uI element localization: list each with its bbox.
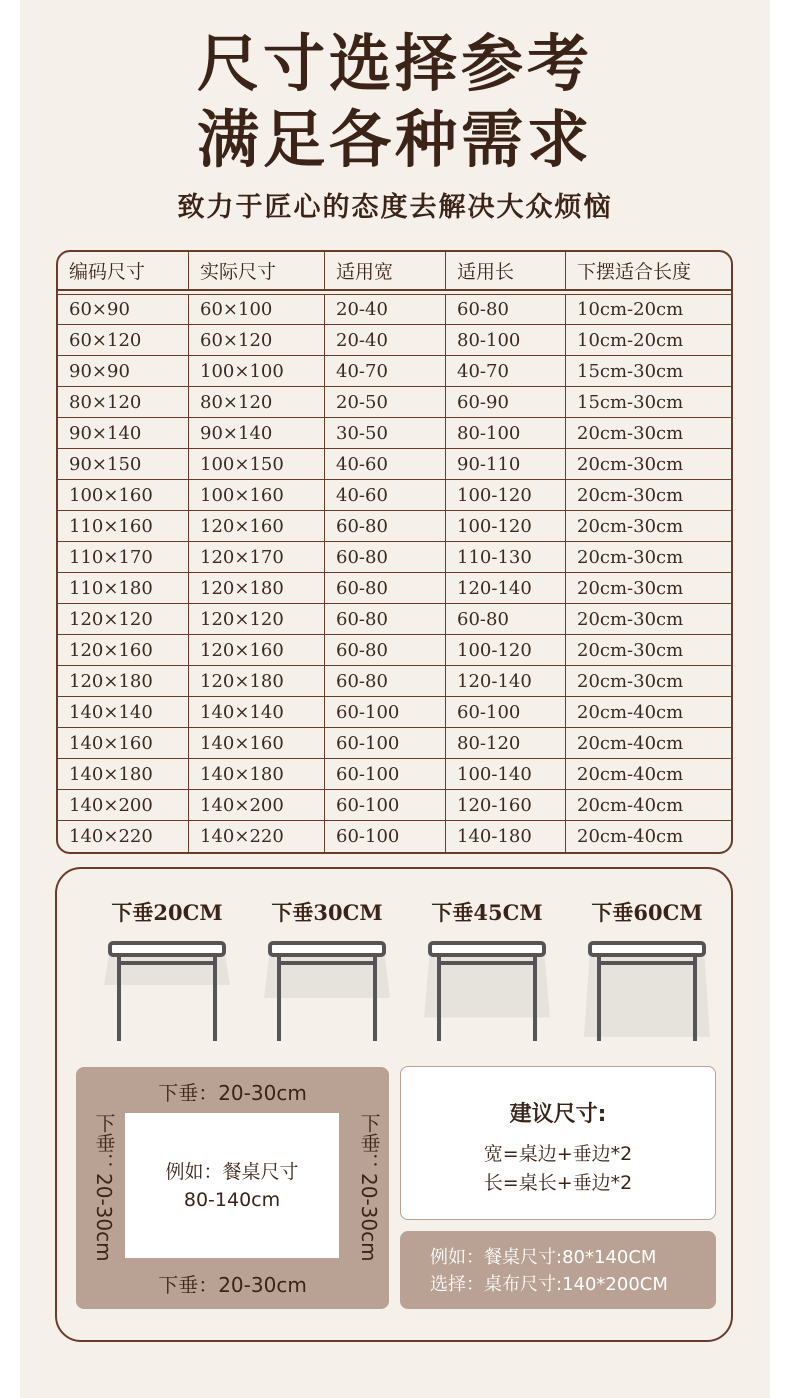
suggested-size-box	[400, 1066, 716, 1220]
cell-actual-size: 120×120	[189, 604, 325, 634]
cell-actual-size: 140×220	[189, 821, 325, 852]
cell-hem-length: 20cm-30cm	[577, 577, 684, 599]
cell-actual-size: 140×140	[189, 697, 325, 727]
cell-fit-length: 100-120	[446, 511, 566, 541]
cell-fit-length: 100-140	[446, 759, 566, 789]
cell-hem-length: 20cm-30cm	[577, 670, 684, 692]
cell-fit-length: 110-130	[446, 542, 566, 572]
cell-actual-size: 140×160	[189, 728, 325, 758]
cell-code-size: 120×120	[58, 604, 189, 634]
cell-hem-length: 20cm-40cm	[577, 701, 684, 723]
table-row	[58, 821, 731, 852]
table-row	[58, 294, 731, 325]
table-body	[58, 294, 731, 852]
plan-drop-top: 下垂：20-30cm	[158, 1081, 307, 1105]
cell-hem-length: 15cm-30cm	[577, 360, 684, 382]
cell-actual-size: 100×150	[189, 449, 325, 479]
cell-fit-length: 100-120	[446, 480, 566, 510]
cell-fit-width: 60-80	[325, 573, 446, 603]
cell-fit-length: 120-140	[446, 666, 566, 696]
table-row	[58, 480, 731, 511]
cell-fit-length: 80-120	[446, 728, 566, 758]
example-cloth-size: 选择：桌布尺寸:140*200CM	[430, 1274, 668, 1295]
cell-actual-size: 140×200	[189, 790, 325, 820]
cell-code-size: 140×140	[58, 697, 189, 727]
drape-label: 下垂60CM	[591, 900, 703, 925]
header-cell-actual-size: 实际尺寸	[189, 252, 325, 289]
cell-fit-width: 20-50	[325, 387, 446, 417]
cell-hem-length: 20cm-40cm	[577, 732, 684, 754]
cell-fit-width: 60-100	[325, 821, 446, 852]
width-formula: 宽=桌边+垂边*2	[483, 1143, 633, 1165]
table-row	[58, 387, 731, 418]
cell-code-size: 140×220	[58, 821, 189, 852]
plan-drop-bottom: 下垂：20-30cm	[158, 1273, 307, 1297]
cell-code-size: 90×150	[58, 449, 189, 479]
drape-item	[97, 897, 237, 1044]
drape-item	[257, 897, 397, 1044]
header-cell-fit-width: 适用宽	[325, 252, 446, 289]
cell-code-size: 60×90	[58, 295, 189, 324]
plan-drop-right: 下垂：20-30cm	[357, 1112, 381, 1262]
example-box	[400, 1231, 716, 1309]
table-row	[58, 449, 731, 480]
header-cell-hem-length: 下摆适合长度	[577, 261, 692, 283]
cell-fit-length: 60-100	[446, 697, 566, 727]
table-row	[58, 325, 731, 356]
cell-actual-size: 90×140	[189, 418, 325, 448]
cell-fit-width: 60-100	[325, 790, 446, 820]
length-formula: 长=桌长+垂边*2	[483, 1172, 633, 1194]
cell-fit-length: 80-100	[446, 325, 566, 355]
table-row	[58, 697, 731, 728]
cell-code-size: 140×180	[58, 759, 189, 789]
size-guide-page	[20, 0, 770, 1398]
example-table-size: 例如：餐桌尺寸:80*140CM	[430, 1247, 657, 1268]
drape-item	[417, 897, 557, 1044]
cell-hem-length: 15cm-30cm	[577, 391, 684, 413]
tablecloth-shape	[424, 949, 550, 1018]
cell-code-size: 90×90	[58, 356, 189, 386]
cell-code-size: 140×200	[58, 790, 189, 820]
cell-hem-length: 20cm-30cm	[577, 484, 684, 506]
cell-code-size: 80×120	[58, 387, 189, 417]
cell-code-size: 90×140	[58, 418, 189, 448]
table-row	[58, 728, 731, 759]
table-row	[58, 759, 731, 790]
table-row	[58, 418, 731, 449]
table-row	[58, 542, 731, 573]
table-drape-icon	[582, 939, 712, 1044]
cell-fit-width: 20-40	[325, 325, 446, 355]
table-drape-icon	[102, 939, 232, 1044]
table-row	[58, 635, 731, 666]
cell-fit-length: 120-160	[446, 790, 566, 820]
cell-actual-size: 120×180	[189, 666, 325, 696]
cell-fit-width: 60-80	[325, 542, 446, 572]
table-row	[58, 511, 731, 542]
cell-actual-size: 100×100	[189, 356, 325, 386]
drape-label: 下垂20CM	[111, 900, 223, 925]
cell-fit-width: 60-100	[325, 759, 446, 789]
cell-hem-length: 10cm-20cm	[577, 329, 684, 351]
cell-hem-length: 20cm-40cm	[577, 763, 684, 785]
cell-fit-length: 40-70	[446, 356, 566, 386]
cell-fit-width: 40-60	[325, 449, 446, 479]
plan-example-label: 例如：餐桌尺寸	[165, 1160, 299, 1183]
cell-actual-size: 60×120	[189, 325, 325, 355]
page-title-line2: 满足各种需求	[196, 103, 593, 176]
drape-guide-card	[55, 867, 733, 1342]
table-row	[58, 356, 731, 387]
plan-example-size: 80-140cm	[183, 1188, 281, 1211]
cell-fit-width: 40-60	[325, 480, 446, 510]
cell-code-size: 120×180	[58, 666, 189, 696]
cell-actual-size: 120×160	[189, 635, 325, 665]
tablecloth-plan-diagram	[76, 1067, 389, 1309]
cell-hem-length: 20cm-40cm	[577, 794, 684, 816]
table-row	[58, 604, 731, 635]
cell-fit-width: 30-50	[325, 418, 446, 448]
cell-hem-length: 20cm-30cm	[577, 639, 684, 661]
table-row	[58, 790, 731, 821]
cell-actual-size: 120×180	[189, 573, 325, 603]
cell-code-size: 120×160	[58, 635, 189, 665]
cell-hem-length: 20cm-30cm	[577, 546, 684, 568]
cell-fit-width: 60-80	[325, 635, 446, 665]
cell-fit-width: 20-40	[325, 295, 446, 324]
cell-code-size: 110×160	[58, 511, 189, 541]
cell-hem-length: 20cm-30cm	[577, 453, 684, 475]
plan-drop-left: 下垂：20-30cm	[92, 1112, 116, 1262]
size-table	[56, 250, 733, 854]
table-row	[58, 666, 731, 697]
table-top-shape	[110, 943, 224, 955]
header-cell-fit-length: 适用长	[446, 252, 566, 289]
cell-hem-length: 20cm-30cm	[577, 515, 684, 537]
cell-code-size: 60×120	[58, 325, 189, 355]
suggested-size-title: 建议尺寸:	[509, 1102, 607, 1127]
plan-table-area	[125, 1113, 339, 1258]
cell-fit-length: 60-80	[446, 295, 566, 324]
cell-fit-length: 100-120	[446, 635, 566, 665]
cell-hem-length: 20cm-30cm	[577, 608, 684, 630]
cell-actual-size: 100×160	[189, 480, 325, 510]
cell-fit-length: 140-180	[446, 821, 566, 852]
table-top-shape	[430, 943, 544, 955]
drape-label: 下垂45CM	[431, 900, 543, 925]
cell-fit-width: 60-80	[325, 511, 446, 541]
cell-actual-size: 120×170	[189, 542, 325, 572]
table-drape-icon	[262, 939, 392, 1044]
drape-label: 下垂30CM	[271, 900, 383, 925]
page-subtitle: 致力于匠心的态度去解决大众烦恼	[177, 192, 613, 223]
table-top-shape	[270, 943, 384, 955]
cell-hem-length: 20cm-40cm	[577, 826, 684, 847]
cell-fit-width: 60-100	[325, 728, 446, 758]
cell-hem-length: 10cm-20cm	[577, 299, 684, 320]
cell-code-size: 110×180	[58, 573, 189, 603]
cell-fit-length: 120-140	[446, 573, 566, 603]
cell-code-size: 100×160	[58, 480, 189, 510]
cell-fit-width: 40-70	[325, 356, 446, 386]
cell-actual-size: 60×100	[189, 295, 325, 324]
cell-actual-size: 140×180	[189, 759, 325, 789]
cell-fit-length: 80-100	[446, 418, 566, 448]
cell-fit-width: 60-80	[325, 666, 446, 696]
table-row	[58, 573, 731, 604]
table-drape-icon	[422, 939, 552, 1044]
cell-fit-width: 60-80	[325, 604, 446, 634]
cell-fit-length: 90-110	[446, 449, 566, 479]
cell-hem-length: 20cm-30cm	[577, 422, 684, 444]
page-title-line1: 尺寸选择参考	[196, 27, 593, 100]
cell-fit-length: 60-80	[446, 604, 566, 634]
cell-code-size: 110×170	[58, 542, 189, 572]
table-header	[58, 252, 731, 291]
drape-item	[577, 897, 717, 1044]
cell-fit-length: 60-90	[446, 387, 566, 417]
cell-actual-size: 80×120	[189, 387, 325, 417]
cell-fit-width: 60-100	[325, 697, 446, 727]
table-top-shape	[590, 943, 704, 955]
cell-actual-size: 120×160	[189, 511, 325, 541]
header-cell-code-size: 编码尺寸	[58, 252, 189, 289]
cell-code-size: 140×160	[58, 728, 189, 758]
